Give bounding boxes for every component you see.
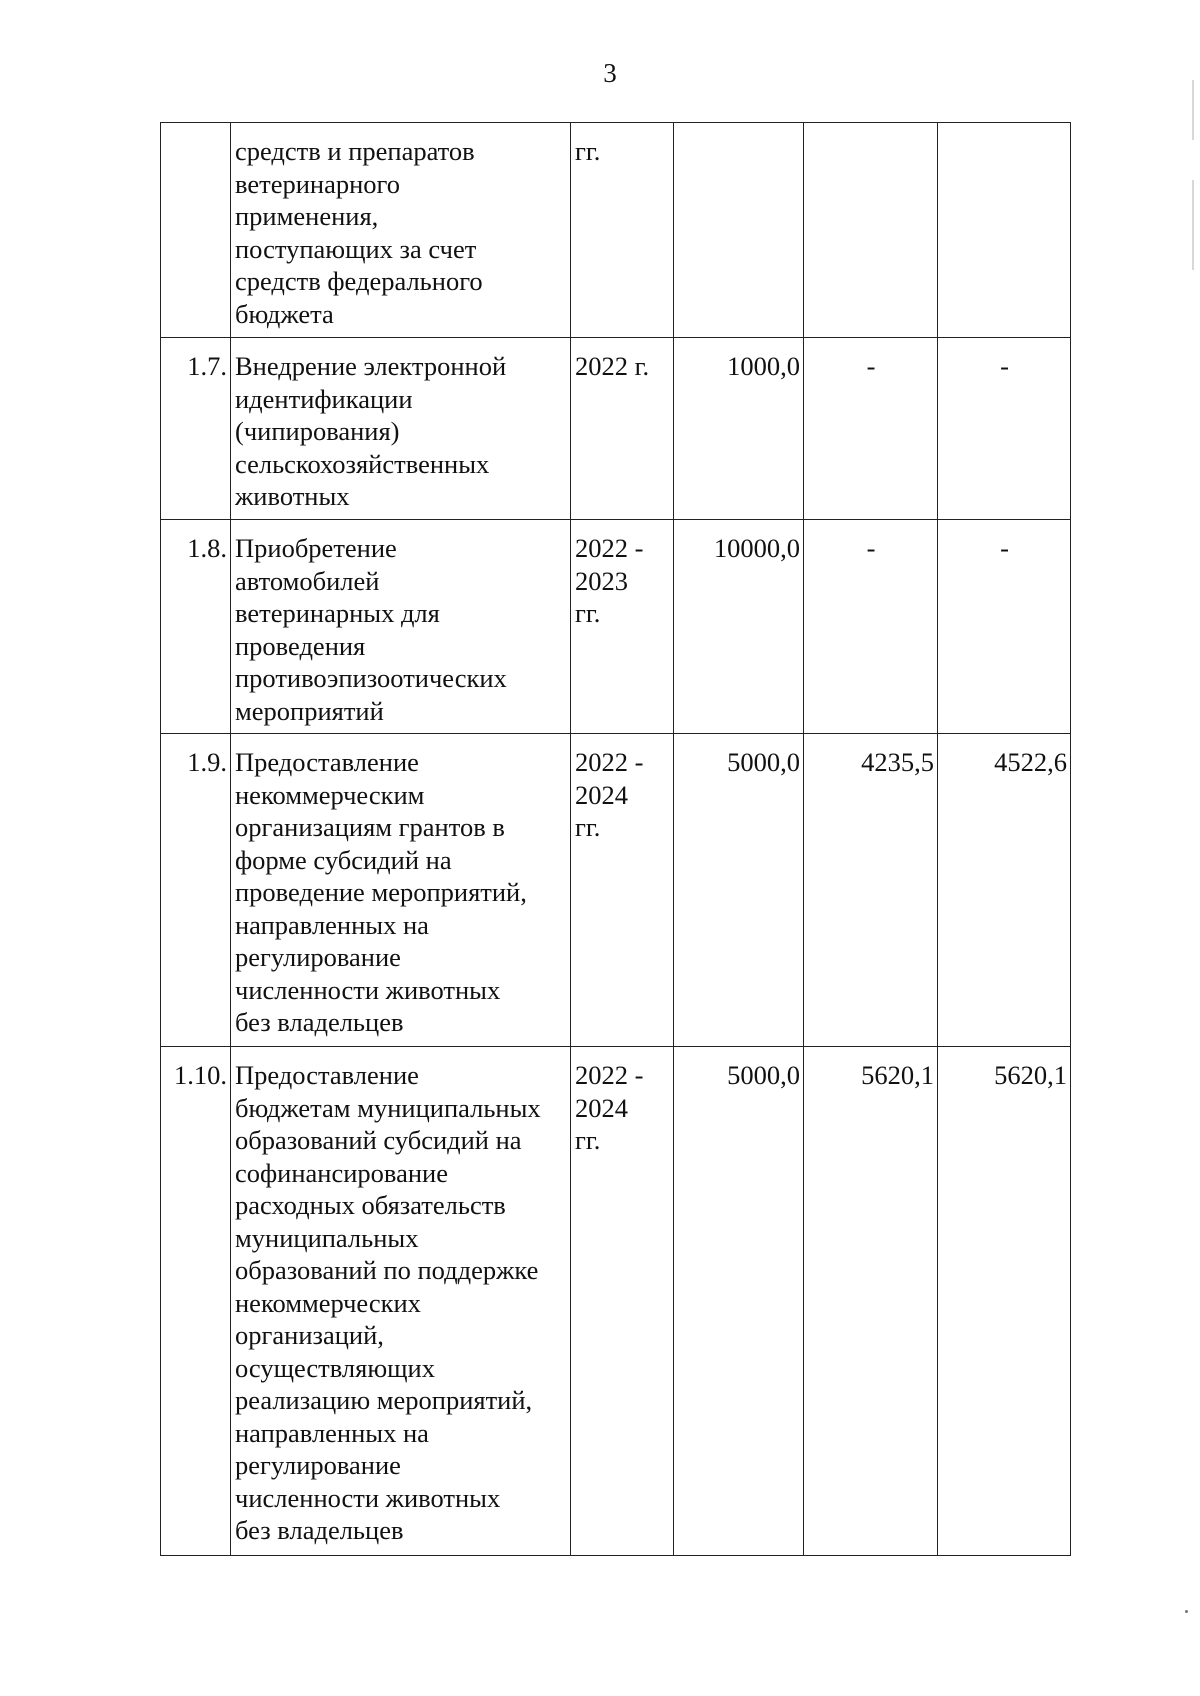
period-cell bbox=[571, 734, 674, 1047]
activity-line: некоммерческих bbox=[235, 1287, 421, 1318]
value-col2 bbox=[804, 123, 938, 338]
activity-name bbox=[231, 520, 571, 734]
value-col3 bbox=[938, 123, 1071, 338]
period-line: 2023 bbox=[575, 565, 628, 596]
activity-line: бюджетам муниципальных bbox=[235, 1092, 541, 1123]
value-col2: 4235,5 bbox=[804, 734, 938, 1047]
activity-line: сельскохозяйственных bbox=[235, 448, 490, 479]
activity-line: поступающих за счет bbox=[235, 233, 477, 264]
activity-line: Внедрение электронной bbox=[235, 351, 507, 381]
activity-name bbox=[231, 1047, 571, 1556]
value-col1: 5000,0 bbox=[674, 1047, 804, 1556]
activity-line: мероприятий bbox=[235, 695, 384, 726]
activity-line: проведения bbox=[235, 630, 366, 661]
value-col1: 10000,0 bbox=[674, 520, 804, 734]
activity-name bbox=[231, 123, 571, 338]
value-col1: 5000,0 bbox=[674, 734, 804, 1047]
activity-line: Предоставление bbox=[235, 747, 419, 777]
activity-line: реализацию мероприятий, bbox=[235, 1385, 533, 1415]
activity-line: животных bbox=[235, 481, 350, 511]
activity-line: без владельцев bbox=[235, 1007, 404, 1037]
page-number: 3 bbox=[603, 58, 617, 88]
activity-line: применения, bbox=[235, 201, 379, 231]
activity-line: противоэпизоотических bbox=[235, 663, 507, 693]
row-number: 1.7. bbox=[161, 338, 231, 520]
row-number: 1.10. bbox=[161, 1047, 231, 1556]
period-line: 2022 - bbox=[575, 533, 644, 563]
activity-line: численности животных bbox=[235, 974, 501, 1005]
table-row bbox=[161, 1047, 1071, 1556]
activity-line: ветеринарных для bbox=[235, 598, 440, 628]
period-cell bbox=[571, 338, 674, 520]
table-row bbox=[161, 520, 1071, 734]
activity-line: осуществляющих bbox=[235, 1352, 435, 1383]
row-number: 1.8. bbox=[161, 520, 231, 734]
activity-line: регулирование bbox=[235, 1450, 401, 1480]
activity-line: образований по поддержке bbox=[235, 1255, 539, 1285]
activity-name bbox=[231, 338, 571, 520]
activity-line: расходных обязательств bbox=[235, 1190, 506, 1220]
value-col1 bbox=[674, 123, 804, 338]
activity-line: средств и препаратов bbox=[235, 136, 475, 166]
value-col3: - bbox=[938, 520, 1071, 734]
activity-line: Приобретение bbox=[235, 533, 397, 563]
value-col3: 4522,6 bbox=[938, 734, 1071, 1047]
period-cell bbox=[571, 123, 674, 338]
activity-line: бюджета bbox=[235, 298, 334, 329]
table-row bbox=[161, 734, 1071, 1047]
activity-line: средств федерального bbox=[235, 266, 483, 296]
activity-line: автомобилей bbox=[235, 565, 380, 596]
activity-line: организациям грантов в bbox=[235, 812, 505, 842]
value-col2: 5620,1 bbox=[804, 1047, 938, 1556]
value-col2: - bbox=[804, 338, 938, 520]
activity-line: софинансирование bbox=[235, 1157, 448, 1188]
activity-line: численности животных bbox=[235, 1482, 501, 1513]
period-line: 2024 bbox=[575, 779, 628, 810]
value-col2: - bbox=[804, 520, 938, 734]
period-line: 2022 г. bbox=[575, 351, 650, 381]
activity-line: муниципальных bbox=[235, 1222, 419, 1253]
activity-line: проведение мероприятий, bbox=[235, 877, 527, 907]
period-line: гг. bbox=[575, 598, 601, 628]
table-row bbox=[161, 123, 1071, 338]
activity-line: (чипирования) bbox=[235, 416, 400, 446]
period-line: 2022 - bbox=[575, 747, 644, 777]
value-col3: - bbox=[938, 338, 1071, 520]
table-row bbox=[161, 338, 1071, 520]
activity-name bbox=[231, 734, 571, 1047]
scan-edge-mark bbox=[1192, 180, 1194, 270]
period-line: гг. bbox=[575, 136, 601, 166]
activity-line: образований субсидий на bbox=[235, 1125, 522, 1155]
activity-line: Предоставление bbox=[235, 1060, 419, 1090]
period-line: гг. bbox=[575, 1125, 601, 1155]
activity-line: без владельцев bbox=[235, 1515, 404, 1545]
activity-line: организаций, bbox=[235, 1320, 384, 1350]
row-number bbox=[161, 123, 231, 338]
activity-line: идентификации bbox=[235, 383, 413, 414]
activity-line: направленных на bbox=[235, 909, 429, 940]
value-col1: 1000,0 bbox=[674, 338, 804, 520]
period-cell bbox=[571, 520, 674, 734]
period-line: 2022 - bbox=[575, 1060, 644, 1090]
value-col3: 5620,1 bbox=[938, 1047, 1071, 1556]
scan-speck bbox=[1185, 1610, 1188, 1613]
activity-line: направленных на bbox=[235, 1417, 429, 1448]
activity-line: ветеринарного bbox=[235, 168, 400, 199]
activity-line: некоммерческим bbox=[235, 779, 425, 810]
row-number: 1.9. bbox=[161, 734, 231, 1047]
period-line: 2024 bbox=[575, 1092, 628, 1123]
scan-edge-mark bbox=[1192, 80, 1194, 140]
program-activities-table bbox=[160, 122, 1071, 1556]
period-line: гг. bbox=[575, 812, 601, 842]
activity-line: форме субсидий на bbox=[235, 844, 452, 875]
activity-line: регулирование bbox=[235, 942, 401, 972]
period-cell bbox=[571, 1047, 674, 1556]
